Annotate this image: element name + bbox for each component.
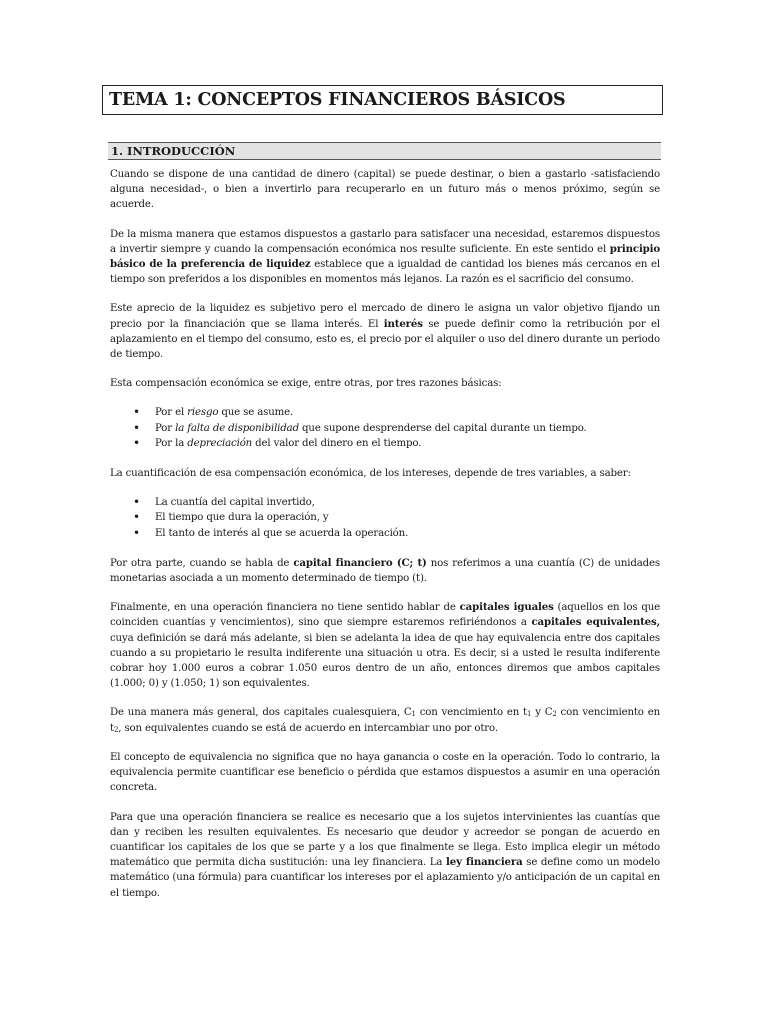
text-run: Para que una operación financiera se realice es necesario que a los sujetos intervinientes las cuantías que dan y reciben les resulten equivalentes. Es necesario que deudor y acreedor se pongan de acuerdo en cuantificar los capitales de los que se parte y a los que finalmente se llega. Esto implica elegir un método matemático que permita dicha sustitución: una ley financiera. La bbox=[110, 811, 660, 869]
text-run: De una manera más general, dos capitales cualesquiera, C bbox=[110, 707, 412, 719]
text-run: cuya definición se dará más adelante, si bien se adelanta la idea de que hay equivalencia entre dos capitales cuando a su propietario le resulta indiferente una situación u otra. Es decir, si a usted le resulta indiferente cobrar hoy 1.000 euros a cobrar 1.050 euros dentro de un año, entonces diremos que ambos capitales (1.000; 0) y (1.050; 1) son equivalentes. bbox=[110, 632, 660, 690]
text-run: con vencimiento en t bbox=[110, 707, 660, 734]
bold-term: interés bbox=[383, 317, 423, 330]
text-run: que supone desprenderse del capital durante un tiempo. bbox=[298, 422, 587, 434]
subscript: 2 bbox=[113, 725, 119, 734]
bold-term: capital financiero (C; t) bbox=[293, 556, 427, 569]
paragraph-financial-law bbox=[110, 810, 660, 901]
list-item bbox=[155, 405, 660, 420]
italic-term: depreciación bbox=[187, 437, 253, 449]
italic-term: la falta de disponibilidad bbox=[175, 422, 299, 434]
text-run: Por la bbox=[155, 437, 188, 449]
bold-term: ley financiera bbox=[446, 856, 523, 869]
text-run: nos referimos a una cuantía (C) de unidades monetarias asociada a un momento determinado de tiempo (t). bbox=[110, 557, 660, 585]
paragraph-financial-capital bbox=[110, 556, 660, 586]
text-run: De la misma manera que estamos dispuestos a gastarlo para satisfacer una necesidad, estaremos dispuestos a invertir siempre y cuando la compensación económica nos resulte suficiente. En este sentido el bbox=[110, 228, 660, 255]
bold-term: capitales equivalentes, bbox=[531, 616, 660, 629]
list-item: • El tanto de interés al que se acuerda la operación. bbox=[155, 526, 660, 541]
text-run: Finalmente, en una operación financiera no tiene sentido hablar de bbox=[110, 602, 460, 614]
reasons-list bbox=[110, 405, 660, 451]
paragraph-reasons-intro: Esta compensación económica se exige, entre otras, por tres razones básicas: bbox=[110, 378, 502, 390]
subscript: 1 bbox=[411, 710, 416, 719]
text-run: Por el bbox=[155, 407, 188, 419]
list-item bbox=[155, 421, 660, 436]
paragraph-liquidity bbox=[110, 227, 660, 288]
text-run: (aquellos en los que coinciden cuantías y vencimientos), sino que siempre estaremos refiriéndonos a bbox=[110, 602, 660, 629]
paragraph-variables-intro: La cuantificación de esa compensación económica, de los intereses, depende de tres variables, a saber: bbox=[110, 468, 631, 480]
page-title: TEMA 1: CONCEPTOS FINANCIEROS BÁSICOS bbox=[102, 85, 663, 115]
paragraph-equivalent-capitals bbox=[110, 600, 660, 691]
text-run: Este aprecio de la liquidez es subjetivo pero el mercado de dinero le asigna un valor objetivo fijando un precio por la financiación que se llama interés. El bbox=[110, 303, 660, 330]
list-item: • El tiempo que dura la operación, y bbox=[155, 510, 660, 525]
document-body bbox=[110, 167, 660, 915]
subscript: 1 bbox=[526, 710, 532, 719]
list-item bbox=[155, 436, 660, 451]
text-run: y C bbox=[531, 707, 553, 719]
text-run: Por otra parte, cuando se habla de bbox=[110, 557, 294, 569]
variables-list bbox=[110, 495, 660, 541]
bold-term: capitales iguales bbox=[459, 601, 554, 614]
text-run: establece que a igualdad de cantidad los bienes más cercanos en el tiempo son preferidos a los disponibles en momentos más lejanos. La razón es el sacrificio del consumo. bbox=[110, 259, 660, 286]
text-run: , son equivalentes cuando se está de acuerdo en intercambiar uno por otro. bbox=[118, 722, 498, 734]
paragraph-intro: Cuando se dispone de una cantidad de dinero (capital) se puede destinar, o bien a gastarlo -satisfaciendo alguna necesidad-, o bien a invertirlo para recuperarlo en un futuro más o menos próximo, según se acuerde. bbox=[110, 169, 660, 211]
subscript: 2 bbox=[552, 710, 557, 719]
bold-term: principio básico de la preferencia de liquidez bbox=[110, 242, 660, 271]
text-run: que se asume. bbox=[218, 407, 294, 419]
text-run: se puede definir como la retribución por el aplazamiento en el tiempo del consumo, esto es, el precio por el alquiler o uso del dinero durante un periodo de tiempo. bbox=[110, 318, 660, 361]
section-heading: 1. INTRODUCCIÓN bbox=[108, 142, 661, 160]
paragraph-interest bbox=[110, 301, 660, 362]
italic-term: riesgo bbox=[187, 407, 219, 419]
paragraph-equivalence-concept: El concepto de equivalencia no significa que no haya ganancia o coste en la operación. Todo lo contrario, la equivalencia permite cuantificar ese beneficio o pérdida que estamos dispuestos a asumir en una operación concreta. bbox=[110, 751, 660, 794]
text-run: Por bbox=[155, 422, 176, 434]
text-run: se define como un modelo matemático (una fórmula) para cuantificar los intereses por el aplazamiento y/o anticipación de un capital en el tiempo. bbox=[110, 857, 660, 899]
list-item: • La cuantía del capital invertido, bbox=[155, 495, 660, 510]
text-run: con vencimiento en t bbox=[415, 707, 527, 719]
text-run: del valor del dinero en el tiempo. bbox=[252, 437, 422, 449]
paragraph-general-equivalence bbox=[110, 705, 660, 735]
